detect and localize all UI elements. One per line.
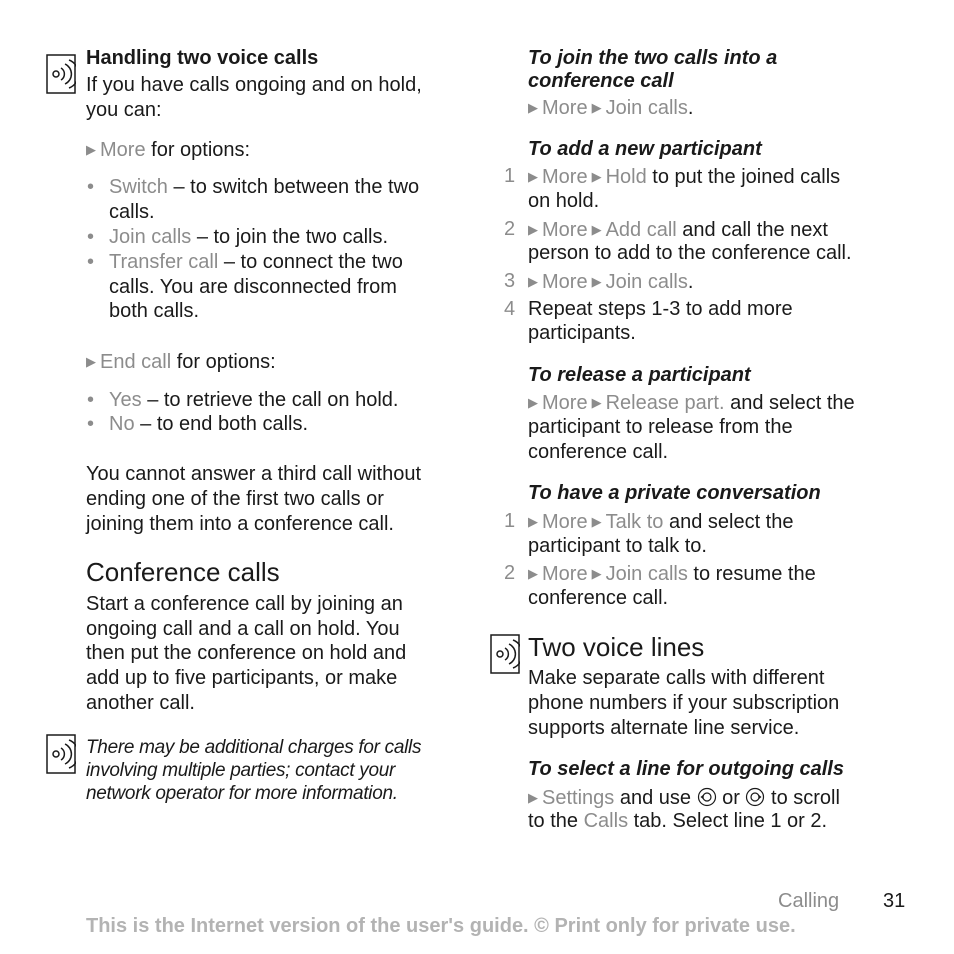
note-text: involving multiple parties; contact your bbox=[86, 760, 396, 781]
page-number: 31 bbox=[883, 890, 906, 912]
menu-path: ▶ More for options: bbox=[86, 139, 251, 161]
menu-path: ▶ More ▶ Release part. and select the bbox=[528, 392, 855, 414]
task-title: To release a participant bbox=[528, 364, 751, 386]
body-text: Make separate calls with different bbox=[528, 667, 825, 689]
task-title: To add a new participant bbox=[528, 138, 762, 160]
note-icon bbox=[46, 54, 76, 94]
menu-path: ▶ Settings and use or to scroll bbox=[528, 785, 840, 814]
task-title: To have a private conversation bbox=[528, 482, 821, 504]
body-text: you can: bbox=[86, 99, 162, 121]
body-text: another call. bbox=[86, 692, 195, 714]
note-icon bbox=[46, 734, 76, 774]
menu-path: ▶ More ▶ Join calls. bbox=[528, 97, 694, 119]
nav-arrow-icon: ▶ bbox=[86, 142, 96, 157]
body-text: then put the conference on hold and bbox=[86, 642, 407, 664]
body-text: joining them into a conference call. bbox=[86, 513, 394, 535]
note-text: There may be additional charges for calls bbox=[86, 737, 422, 758]
section-heading: Conference calls bbox=[86, 557, 280, 587]
section-name: Calling bbox=[778, 890, 840, 912]
task-title: conference call bbox=[528, 70, 674, 92]
body-text: phone numbers if your subscription bbox=[528, 692, 840, 714]
note-icon bbox=[490, 634, 520, 674]
body-text: Start a conference call by joining an bbox=[86, 593, 403, 615]
body-text: participant to release from the bbox=[528, 416, 793, 438]
body-text: You cannot answer a third call without bbox=[86, 463, 422, 485]
body-text: If you have calls ongoing and on hold, bbox=[86, 74, 422, 96]
task-title: To join the two calls into a bbox=[528, 47, 778, 69]
body-text: ongoing call and a call on hold. You bbox=[86, 618, 400, 640]
body-text: supports alternate line service. bbox=[528, 717, 800, 739]
nav-arrow-icon: ▶ bbox=[86, 354, 96, 369]
body-text: conference call. bbox=[528, 441, 669, 463]
task-title: To select a line for outgoing calls bbox=[528, 758, 844, 780]
section-title: Handling two voice calls bbox=[86, 47, 319, 69]
menu-path: ▶ End call for options: bbox=[86, 351, 276, 373]
body-text: ending one of the first two calls or bbox=[86, 488, 384, 510]
body-text: add up to five participants, or make bbox=[86, 667, 398, 689]
body-text: to the Calls tab. Select line 1 or 2. bbox=[528, 810, 828, 832]
footer-notice: This is the Internet version of the user's guide. © Print only for private use. bbox=[86, 915, 796, 937]
section-heading: Two voice lines bbox=[528, 632, 705, 662]
note-text: network operator for more information. bbox=[86, 783, 398, 804]
